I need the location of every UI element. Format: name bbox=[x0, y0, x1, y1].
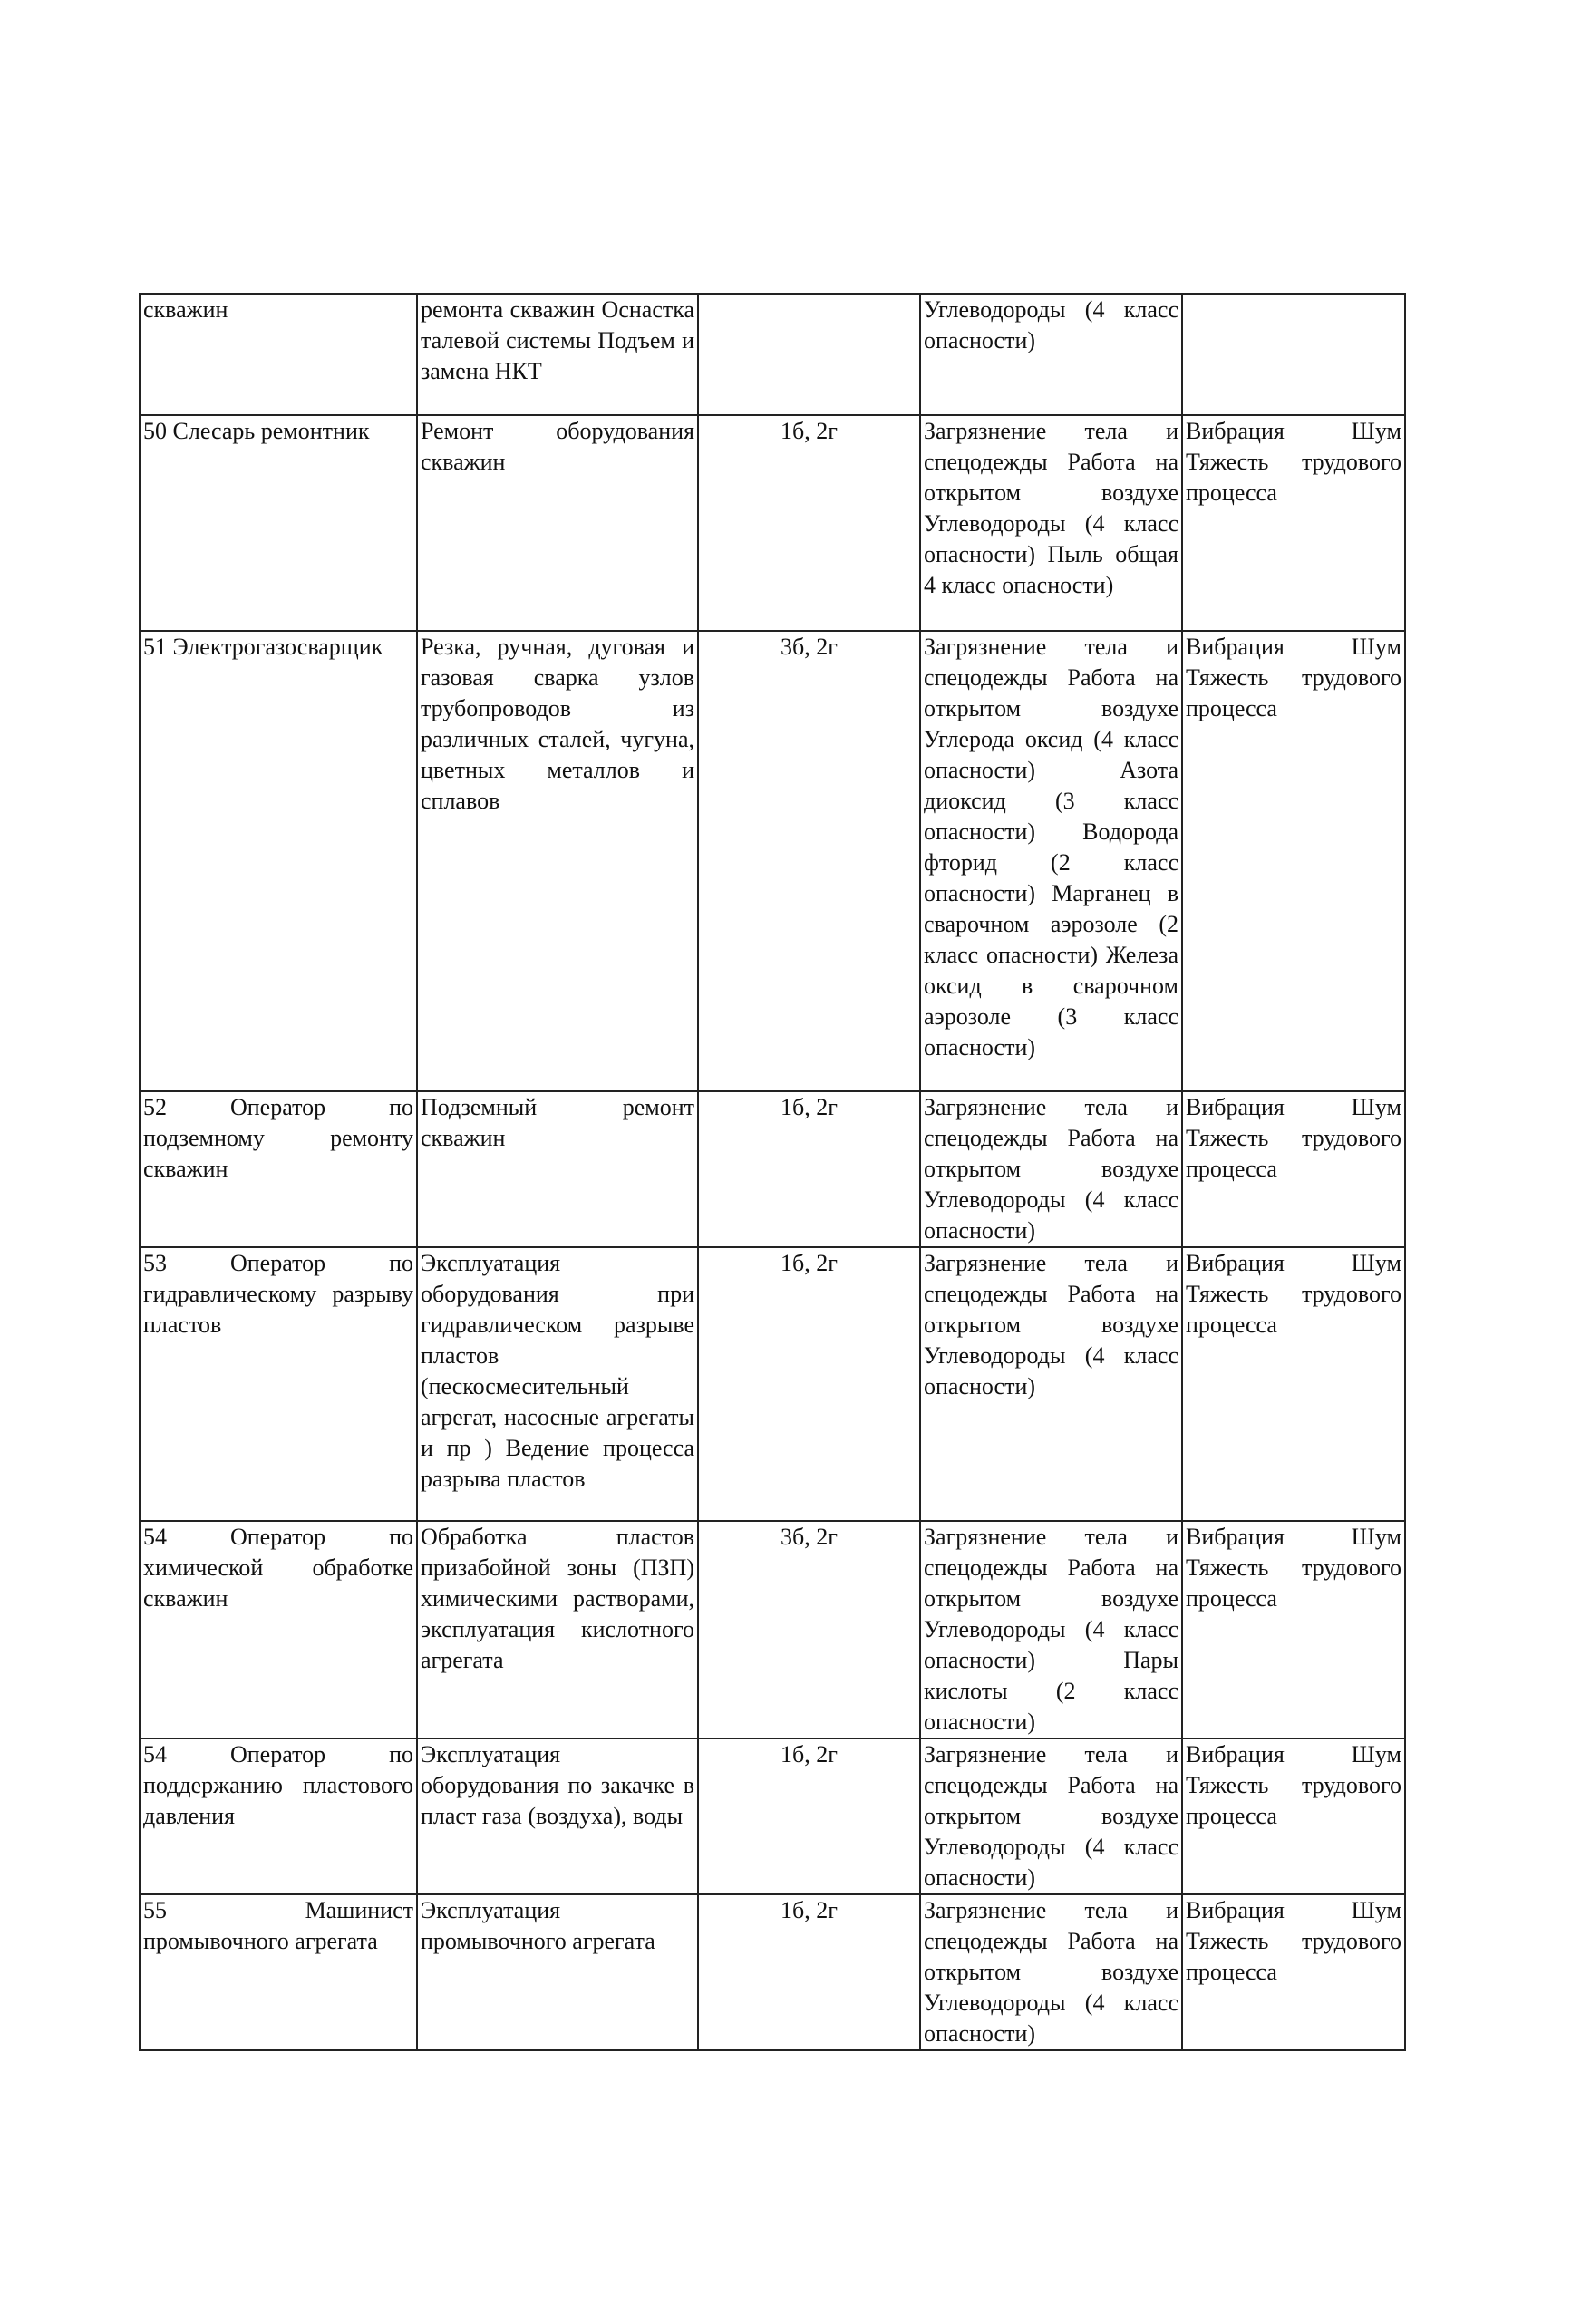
other-factors-cell: Вибрация Шум Тяжесть трудового процесса bbox=[1182, 1894, 1405, 2050]
factors-cell: Загрязнение тела и спецодежды Работа на открытом воздухе Углеводороды (4 класс опасности) bbox=[920, 1738, 1182, 1894]
table-row bbox=[140, 1091, 1405, 1247]
other-factors-cell: Вибрация Шум Тяжесть трудового процесса bbox=[1182, 1521, 1405, 1738]
code-cell: 1б, 2г bbox=[698, 1247, 920, 1521]
table-row bbox=[140, 631, 1405, 1091]
work-cell: Обработка пластов призабойной зоны (ПЗП) химическими растворами, эксплуатация кислотного агрегата bbox=[417, 1521, 698, 1738]
code-cell bbox=[698, 294, 920, 415]
factors-cell: Загрязнение тела и спецодежды Работа на открытом воздухе Углерода оксид (4 класс опасности) Азота диоксид (3 класс опасности) Водорода фторид (2 класс опасности) Марганец в сварочном аэрозоле (2 класс опасности) Железа оксид в сварочном аэрозоле (3 класс опасности) bbox=[920, 631, 1182, 1091]
profession-cell: 54 Оператор по химической обработке скважин bbox=[140, 1521, 417, 1738]
other-factors-cell: Вибрация Шум Тяжесть трудового процесса bbox=[1182, 415, 1405, 631]
work-cell: Эксплуатация оборудования по закачке в пласт газа (воздуха), воды bbox=[417, 1738, 698, 1894]
profession-cell: 53 Оператор по гидравлическому разрыву пластов bbox=[140, 1247, 417, 1521]
factors-cell: Загрязнение тела и спецодежды Работа на открытом воздухе Углеводороды (4 класс опасности) Пыль общая 4 класс опасности) bbox=[920, 415, 1182, 631]
work-cell: Ремонт оборудования скважин bbox=[417, 415, 698, 631]
table-row bbox=[140, 294, 1405, 415]
other-factors-cell: Вибрация Шум Тяжесть трудового процесса bbox=[1182, 1247, 1405, 1521]
hazards-table bbox=[139, 293, 1406, 2051]
code-cell: 1б, 2г bbox=[698, 1091, 920, 1247]
profession-cell: скважин bbox=[140, 294, 417, 415]
code-cell: 1б, 2г bbox=[698, 1894, 920, 2050]
profession-cell: 52 Оператор по подземному ремонту скважин bbox=[140, 1091, 417, 1247]
work-cell: Эксплуатация промывочного агрегата bbox=[417, 1894, 698, 2050]
factors-cell: Загрязнение тела и спецодежды Работа на открытом воздухе Углеводороды (4 класс опасности) bbox=[920, 1247, 1182, 1521]
other-factors-cell: Вибрация Шум Тяжесть трудового процесса bbox=[1182, 1091, 1405, 1247]
factors-cell: Загрязнение тела и спецодежды Работа на открытом воздухе Углеводороды (4 класс опасности) Пары кислоты (2 класс опасности) bbox=[920, 1521, 1182, 1738]
code-cell: 1б, 2г bbox=[698, 415, 920, 631]
code-cell: 3б, 2г bbox=[698, 631, 920, 1091]
table-row bbox=[140, 1894, 1405, 2050]
factors-cell: Загрязнение тела и спецодежды Работа на открытом воздухе Углеводороды (4 класс опасности) bbox=[920, 1894, 1182, 2050]
work-cell: Эксплуатация оборудования при гидравлическом разрыве пластов (пескосмесительный агрегат, насосные агрегаты и пр ) Ведение процесса разрыва пластов bbox=[417, 1247, 698, 1521]
table-row bbox=[140, 1247, 1405, 1521]
code-cell: 3б, 2г bbox=[698, 1521, 920, 1738]
profession-cell: 55 Машинист промывочного агрегата bbox=[140, 1894, 417, 2050]
profession-cell: 54 Оператор по поддержанию пластового давления bbox=[140, 1738, 417, 1894]
other-factors-cell: Вибрация Шум Тяжесть трудового процесса bbox=[1182, 631, 1405, 1091]
profession-cell: 50 Слесарь ремонтник bbox=[140, 415, 417, 631]
table-row bbox=[140, 415, 1405, 631]
table-row bbox=[140, 1738, 1405, 1894]
factors-cell: Углеводороды (4 класс опасности) bbox=[920, 294, 1182, 415]
other-factors-cell: Вибрация Шум Тяжесть трудового процесса bbox=[1182, 1738, 1405, 1894]
factors-cell: Загрязнение тела и спецодежды Работа на открытом воздухе Углеводороды (4 класс опасности) bbox=[920, 1091, 1182, 1247]
table-row bbox=[140, 1521, 1405, 1738]
code-cell: 1б, 2г bbox=[698, 1738, 920, 1894]
work-cell: Подземный ремонт скважин bbox=[417, 1091, 698, 1247]
other-factors-cell bbox=[1182, 294, 1405, 415]
work-cell: ремонта скважин Оснастка талевой системы Подъем и замена НКТ bbox=[417, 294, 698, 415]
profession-cell: 51 Электрогазосварщик bbox=[140, 631, 417, 1091]
work-cell: Резка, ручная, дуговая и газовая сварка узлов трубопроводов из различных сталей, чугуна, цветных металлов и сплавов bbox=[417, 631, 698, 1091]
